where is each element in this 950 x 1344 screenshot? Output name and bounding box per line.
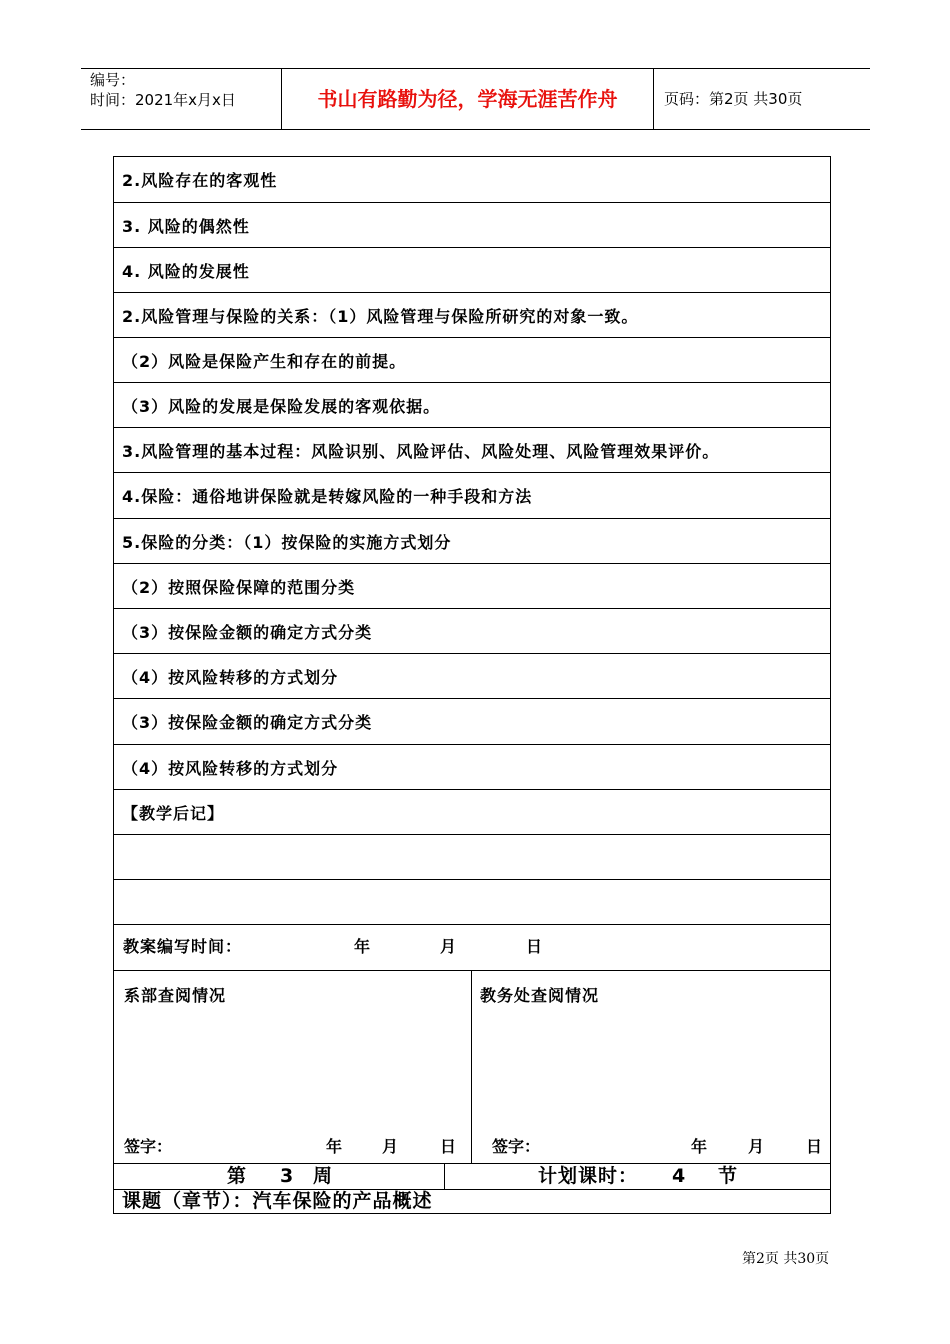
dept-sign-label: 签字：: [124, 1137, 173, 1156]
dept-sign-month: 月: [382, 1137, 399, 1156]
table-row: 4.保险：通俗地讲保险就是转嫁风险的一种手段和方法: [114, 473, 830, 519]
teaching-notes-heading: 【教学后记】: [114, 790, 830, 835]
table-row: （3）按保险金额的确定方式分类: [114, 699, 830, 745]
table-row: 5.保险的分类：（1）按保险的实施方式划分: [114, 519, 830, 564]
topic-row: 课题（章节）：汽车保险的产品概述: [122, 1190, 433, 1212]
dept-review-title: 系部查阅情况: [124, 986, 227, 1005]
header-meta: [81, 69, 281, 129]
office-review-title: 教务处查阅情况: [480, 986, 600, 1005]
week-suffix: 周: [313, 1165, 333, 1187]
week-cell: [114, 1164, 445, 1189]
time-label: 时间：2021年x月x日: [90, 91, 236, 109]
review-section: [114, 971, 830, 1164]
planned-hours-value: 4: [672, 1165, 686, 1187]
table-row: 2.风险管理与保险的关系：（1）风险管理与保险所研究的对象一致。: [114, 293, 830, 338]
header-page-label: 页码：第2页 共30页: [664, 90, 803, 108]
table-row: （2）风险是保险产生和存在的前提。: [114, 338, 830, 383]
table-row: 2.风险存在的客观性: [114, 157, 830, 203]
table-row: 3.风险管理的基本过程：风险识别、风险评估、风险处理、风险管理效果评价。: [114, 428, 830, 473]
dept-sign-day: 日: [440, 1137, 457, 1156]
office-sign-month: 月: [748, 1137, 765, 1156]
dept-review-cell: [114, 971, 472, 1163]
office-sign-day: 日: [806, 1137, 823, 1156]
prep-date-year: 年: [354, 937, 372, 956]
prep-date-month: 月: [440, 937, 458, 956]
table-row: 4. 风险的发展性: [114, 248, 830, 293]
page-footer: 第2页 共30页: [742, 1251, 830, 1267]
office-sign-label: 签字：: [492, 1137, 541, 1156]
week-prefix: 第: [227, 1165, 247, 1187]
prep-date-label: 教案编写时间：: [123, 937, 243, 956]
dept-sign-year: 年: [326, 1137, 343, 1156]
table-row: 3. 风险的偶然性: [114, 203, 830, 248]
office-sign-year: 年: [691, 1137, 708, 1156]
header-motto: 书山有路勤为径，学海无涯苦作舟: [281, 69, 654, 129]
table-row: （3）按保险金额的确定方式分类: [114, 609, 830, 654]
planned-hours-label: 计划课时：: [538, 1165, 639, 1187]
week-row: [114, 1164, 830, 1190]
page-header: [81, 68, 870, 130]
office-review-cell: [472, 971, 830, 1163]
table-row: （4）按风险转移的方式划分: [114, 745, 830, 790]
lesson-table: [113, 156, 831, 1214]
table-row: （2）按照保险保障的范围分类: [114, 564, 830, 609]
number-label: 编号：: [90, 71, 136, 89]
planned-hours-unit: 节: [718, 1165, 738, 1187]
prep-date-row: [114, 925, 830, 971]
table-row: （4）按风险转移的方式划分: [114, 654, 830, 699]
table-row: （3）风险的发展是保险发展的客观依据。: [114, 383, 830, 428]
prep-date-day: 日: [526, 937, 544, 956]
week-number: 3: [280, 1165, 294, 1187]
notes-blank-row: [114, 835, 830, 880]
notes-blank-row: [114, 880, 830, 925]
